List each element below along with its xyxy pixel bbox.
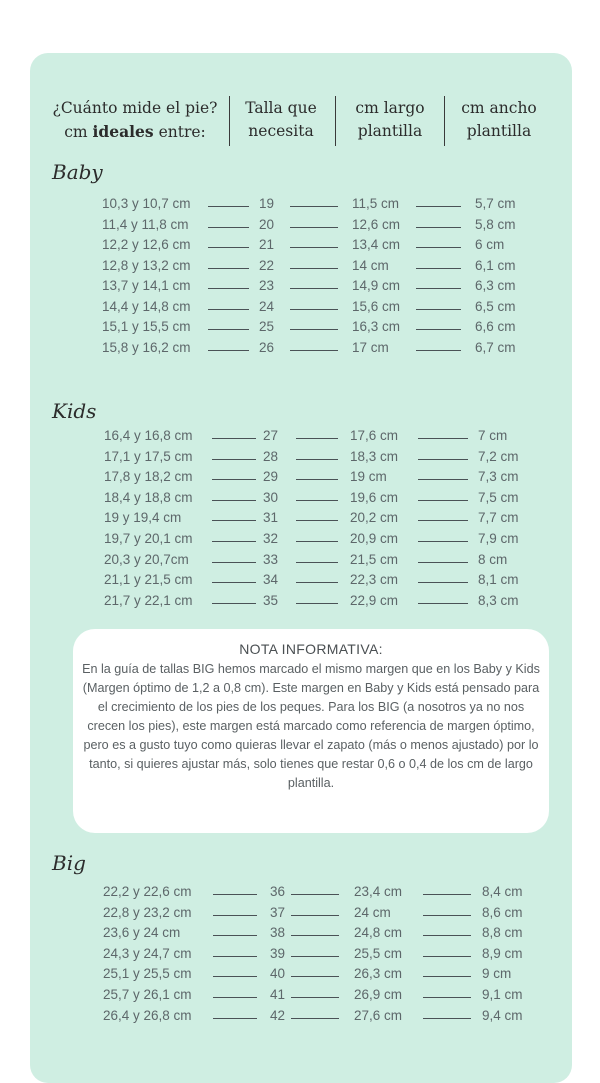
size-row — [0, 196, 600, 216]
leader-line — [416, 350, 461, 351]
foot-range: 15,8 y 16,2 cm — [102, 339, 191, 355]
insole-width: 8,3 cm — [478, 592, 519, 608]
leader-line — [212, 438, 256, 439]
insole-width: 6,1 cm — [475, 257, 516, 273]
leader-line — [296, 479, 338, 480]
size-row — [0, 258, 600, 278]
leader-line — [290, 206, 338, 207]
size-value: 39 — [270, 945, 286, 961]
foot-range: 21,7 y 22,1 cm — [104, 592, 193, 608]
size-row — [0, 428, 600, 448]
insole-length: 27,6 cm — [354, 1007, 403, 1023]
leader-line — [208, 268, 249, 269]
leader-line — [418, 459, 468, 460]
insole-width: 7,3 cm — [478, 469, 519, 485]
insole-width: 8,4 cm — [482, 884, 523, 899]
size-row — [0, 299, 600, 319]
header-divider — [444, 96, 445, 146]
insole-width: 8 cm — [478, 551, 508, 567]
foot-range: 25,1 y 25,5 cm — [103, 966, 192, 982]
insole-length: 17,6 cm — [350, 428, 399, 443]
leader-line — [416, 206, 461, 207]
leader-line — [291, 956, 339, 957]
leader-line — [291, 915, 339, 916]
size-value: 31 — [263, 510, 279, 526]
leader-line — [296, 459, 338, 460]
leader-line — [212, 541, 256, 542]
insole-width: 9 cm — [482, 966, 512, 982]
leader-line — [416, 247, 461, 248]
header-size-line2: necesita — [248, 122, 314, 140]
insole-length: 20,9 cm — [350, 531, 399, 546]
insole-width: 8,8 cm — [482, 925, 523, 941]
insole-width: 7,2 cm — [478, 448, 519, 464]
leader-line — [418, 438, 468, 439]
insole-length: 16,3 cm — [352, 319, 401, 334]
leader-line — [296, 500, 338, 501]
leader-line — [208, 350, 249, 351]
leader-line — [416, 268, 461, 269]
leader-line — [290, 329, 338, 330]
leader-line — [212, 500, 256, 501]
insole-length: 25,5 cm — [354, 945, 403, 961]
leader-line — [296, 541, 338, 542]
leader-line — [296, 603, 338, 604]
info-note — [73, 629, 549, 833]
insole-length: 18,3 cm — [350, 448, 399, 464]
leader-line — [418, 541, 468, 542]
leader-line — [208, 227, 249, 228]
leader-line — [290, 288, 338, 289]
leader-line — [423, 1018, 471, 1019]
leader-line — [291, 1018, 339, 1019]
insole-length: 26,9 cm — [354, 987, 403, 1002]
size-value: 23 — [259, 278, 275, 293]
leader-line — [213, 894, 257, 895]
leader-line — [213, 915, 257, 916]
insole-length: 17 cm — [352, 339, 389, 355]
size-row — [0, 217, 600, 237]
insole-length: 19,6 cm — [350, 489, 399, 505]
leader-line — [212, 459, 256, 460]
foot-range: 20,3 y 20,7cm — [104, 551, 189, 567]
size-value: 33 — [263, 551, 279, 567]
insole-width: 5,7 cm — [475, 196, 516, 211]
foot-range: 24,3 y 24,7 cm — [103, 945, 192, 961]
leader-line — [213, 935, 257, 936]
size-row — [0, 531, 600, 551]
insole-length: 19 cm — [350, 469, 387, 485]
insole-width: 5,8 cm — [475, 216, 516, 232]
insole-length: 14 cm — [352, 257, 389, 273]
leader-line — [418, 500, 468, 501]
insole-length: 23,4 cm — [354, 884, 403, 899]
insole-width: 6,5 cm — [475, 298, 516, 314]
leader-line — [423, 976, 471, 977]
insole-length: 14,9 cm — [352, 278, 401, 293]
size-row — [0, 884, 600, 904]
size-value: 38 — [270, 925, 286, 941]
header-insole-length — [339, 97, 441, 143]
size-value: 37 — [270, 904, 286, 920]
size-value: 34 — [263, 572, 279, 588]
size-value: 25 — [259, 319, 275, 334]
size-value: 21 — [259, 237, 275, 252]
leader-line — [290, 268, 338, 269]
size-value: 20 — [259, 216, 275, 232]
insole-width: 6 cm — [475, 237, 505, 252]
size-value: 27 — [263, 428, 279, 443]
foot-range: 11,4 y 11,8 cm — [102, 216, 189, 232]
info-note-title: NOTA INFORMATIVA: — [239, 641, 383, 657]
section-title-big: Big — [52, 851, 86, 875]
leader-line — [296, 582, 338, 583]
insole-length: 24 cm — [354, 904, 391, 920]
size-value: 29 — [263, 469, 279, 485]
leader-line — [423, 894, 471, 895]
leader-line — [213, 997, 257, 998]
foot-range: 19 y 19,4 cm — [104, 510, 182, 526]
foot-range: 21,1 y 21,5 cm — [104, 572, 193, 588]
leader-line — [416, 288, 461, 289]
section-title-baby: Baby — [52, 160, 103, 184]
insole-width: 7,7 cm — [478, 510, 519, 526]
insole-width: 7,5 cm — [478, 489, 519, 505]
size-row — [0, 340, 600, 360]
insole-width: 7 cm — [478, 428, 508, 443]
leader-line — [418, 479, 468, 480]
foot-range: 17,8 y 18,2 cm — [104, 469, 193, 485]
insole-width: 6,7 cm — [475, 339, 516, 355]
leader-line — [423, 915, 471, 916]
insole-length: 11,5 cm — [352, 196, 400, 211]
leader-line — [212, 520, 256, 521]
size-row — [0, 905, 600, 925]
leader-line — [423, 935, 471, 936]
insole-length: 26,3 cm — [354, 966, 403, 982]
insole-length: 15,6 cm — [352, 298, 401, 314]
insole-length: 24,8 cm — [354, 925, 403, 941]
leader-line — [418, 582, 468, 583]
leader-line — [290, 227, 338, 228]
size-row — [0, 237, 600, 257]
insole-length: 21,5 cm — [350, 551, 399, 567]
leader-line — [290, 350, 338, 351]
leader-line — [208, 288, 249, 289]
size-row — [0, 966, 600, 986]
foot-range: 15,1 y 15,5 cm — [102, 319, 191, 334]
leader-line — [212, 562, 256, 563]
leader-line — [418, 603, 468, 604]
header-insole-width-line1: cm ancho — [461, 99, 537, 117]
header-foot-measure-line2: cm ideales entre: — [64, 122, 206, 141]
foot-range: 22,2 y 22,6 cm — [103, 884, 192, 899]
header-divider — [335, 96, 336, 146]
size-row — [0, 552, 600, 572]
leader-line — [213, 956, 257, 957]
leader-line — [416, 309, 461, 310]
foot-range: 18,4 y 18,8 cm — [104, 489, 193, 505]
header-foot-measure — [46, 97, 224, 144]
leader-line — [296, 520, 338, 521]
insole-width: 8,9 cm — [482, 945, 523, 961]
size-value: 32 — [263, 531, 279, 546]
size-value: 24 — [259, 298, 275, 314]
foot-range: 23,6 y 24 cm — [103, 925, 181, 941]
insole-length: 22,3 cm — [350, 572, 399, 588]
size-row — [0, 946, 600, 966]
insole-width: 9,4 cm — [482, 1007, 523, 1023]
size-row — [0, 469, 600, 489]
leader-line — [208, 329, 249, 330]
size-value: 41 — [270, 987, 286, 1002]
size-value: 36 — [270, 884, 286, 899]
size-row — [0, 278, 600, 298]
foot-range: 14,4 y 14,8 cm — [102, 298, 191, 314]
foot-range: 10,3 y 10,7 cm — [102, 196, 191, 211]
size-value: 30 — [263, 489, 279, 505]
leader-line — [213, 976, 257, 977]
insole-length: 13,4 cm — [352, 237, 401, 252]
size-row — [0, 510, 600, 530]
leader-line — [212, 582, 256, 583]
size-value: 19 — [259, 196, 275, 211]
leader-line — [418, 562, 468, 563]
leader-line — [423, 956, 471, 957]
leader-line — [212, 479, 256, 480]
section-title-kids: Kids — [52, 399, 97, 423]
size-row — [0, 987, 600, 1007]
insole-width: 6,3 cm — [475, 278, 516, 293]
foot-range: 26,4 y 26,8 cm — [103, 1007, 192, 1023]
header-insole-width-line2: plantilla — [466, 122, 532, 140]
leader-line — [291, 997, 339, 998]
insole-width: 8,6 cm — [482, 904, 523, 920]
leader-line — [296, 438, 338, 439]
leader-line — [213, 1018, 257, 1019]
size-value: 22 — [259, 257, 275, 273]
foot-range: 17,1 y 17,5 cm — [104, 448, 193, 464]
size-row — [0, 572, 600, 592]
size-row — [0, 490, 600, 510]
insole-width: 6,6 cm — [475, 319, 516, 334]
foot-range: 16,4 y 16,8 cm — [104, 428, 193, 443]
header-size — [232, 97, 330, 143]
leader-line — [291, 935, 339, 936]
foot-range: 25,7 y 26,1 cm — [103, 987, 192, 1002]
size-value: 35 — [263, 592, 279, 608]
insole-width: 7,9 cm — [478, 531, 519, 546]
size-row — [0, 925, 600, 945]
insole-length: 20,2 cm — [350, 510, 399, 526]
leader-line — [416, 329, 461, 330]
size-row — [0, 449, 600, 469]
header-insole-width — [446, 97, 552, 143]
leader-line — [212, 603, 256, 604]
size-value: 40 — [270, 966, 286, 982]
foot-range: 12,2 y 12,6 cm — [102, 237, 191, 252]
insole-width: 9,1 cm — [482, 987, 523, 1002]
foot-range: 12,8 y 13,2 cm — [102, 257, 191, 273]
leader-line — [290, 309, 338, 310]
insole-width: 8,1 cm — [478, 572, 519, 588]
leader-line — [291, 894, 339, 895]
header-insole-length-line1: cm largo — [355, 99, 425, 117]
leader-line — [290, 247, 338, 248]
header-foot-measure-line1: ¿Cuánto mide el pie? — [52, 99, 218, 117]
foot-range: 19,7 y 20,1 cm — [104, 531, 193, 546]
header-insole-length-line2: plantilla — [357, 122, 423, 140]
foot-range: 22,8 y 23,2 cm — [103, 904, 192, 920]
size-row — [0, 1008, 600, 1028]
size-value: 42 — [270, 1007, 286, 1023]
size-row — [0, 319, 600, 339]
size-value: 28 — [263, 448, 279, 464]
size-row — [0, 593, 600, 613]
leader-line — [208, 309, 249, 310]
info-note-text: En la guía de tallas BIG hemos marcado el mismo margen que en los Baby y Kids (Margen óptimo de 1,2 a 0,8 cm). Este margen en Baby y Kids está pensado para el crecimiento de los pies de los peques. Para los BIG (a nosotros ya no nos crecen los pies), este margen está marcado como referencia de margen óptimo, pero es a gusto tuyo como quieras llevar el zapato (más o menos ajustado) por lo tanto, si quieres ajustar más, solo tienes que restar 0,6 o 0,4 de los cm de largo plantilla. — [82, 662, 540, 790]
insole-length: 12,6 cm — [352, 216, 401, 232]
leader-line — [416, 227, 461, 228]
leader-line — [418, 520, 468, 521]
leader-line — [296, 562, 338, 563]
header-size-line1: Talla que — [245, 99, 317, 117]
size-value: 26 — [259, 339, 275, 355]
leader-line — [291, 976, 339, 977]
leader-line — [208, 247, 249, 248]
leader-line — [208, 206, 249, 207]
foot-range: 13,7 y 14,1 cm — [102, 278, 191, 293]
header-divider — [229, 96, 230, 146]
leader-line — [423, 997, 471, 998]
insole-length: 22,9 cm — [350, 592, 399, 608]
